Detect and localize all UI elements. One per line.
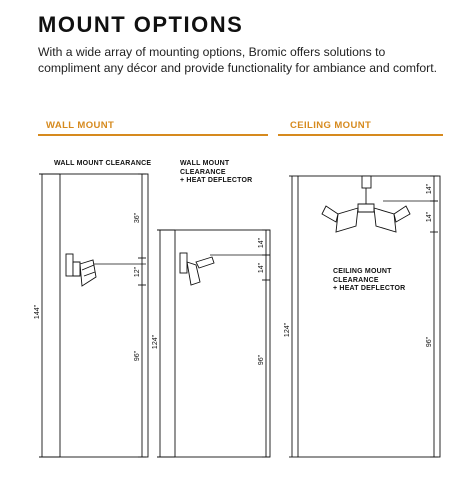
dim-label-d1-top: 36" (134, 212, 141, 224)
section-label-ceiling-mount: CEILING MOUNT (290, 120, 372, 131)
wall-bracket (180, 253, 187, 273)
wall-bracket (66, 254, 73, 276)
caption-wall-mount-clearance: WALL MOUNT CLEARANCE (54, 160, 152, 167)
wall-deflector-diagram (157, 230, 270, 457)
heat-deflector-right (394, 206, 410, 222)
dim-label-d3-top: 14" (426, 183, 433, 195)
caption-line: + HEAT DEFLECTOR (333, 285, 406, 292)
heater-head (80, 260, 96, 286)
dim-label-d1-total: 144" (34, 304, 41, 320)
section-label-wall-mount: WALL MOUNT (46, 120, 115, 131)
room-outline (298, 176, 440, 457)
dim-label-d3-floor: 96" (426, 336, 433, 348)
dim-label-d1-mid: 12" (134, 266, 141, 278)
ceiling-mount-diagram (289, 176, 440, 457)
dim-label-d2-top: 14" (258, 237, 265, 249)
heater-head-right (374, 208, 396, 232)
caption-line: WALL MOUNT (180, 160, 230, 167)
caption-line: CLEARANCE (333, 276, 379, 284)
dim-label-d2-floor: 96" (258, 354, 265, 366)
ceiling-bracket (358, 204, 374, 212)
dim-label-d3-mid: 14" (426, 211, 433, 223)
page-title: MOUNT OPTIONS (38, 12, 244, 37)
dim-label-d1-floor: 96" (134, 350, 141, 362)
dim-label-d2-mid: 14" (258, 262, 265, 274)
caption-line: CLEARANCE (180, 168, 226, 176)
intro-paragraph: With a wide array of mounting options, Bromic offers solutions to compliment any décor and provide functionality for ambiance and comfort. (38, 45, 438, 75)
heat-deflector-left (322, 206, 338, 222)
dim-label-d3-total: 124" (284, 322, 291, 338)
dim-label-d2-total: 124" (152, 334, 159, 350)
caption-line: + HEAT DEFLECTOR (180, 177, 253, 184)
wall-mount-diagram (39, 174, 148, 457)
heat-deflector (196, 257, 214, 268)
ceiling-pole-mount (362, 176, 371, 188)
heater-head-left (336, 208, 358, 232)
caption-line: CEILING MOUNT (333, 268, 392, 275)
